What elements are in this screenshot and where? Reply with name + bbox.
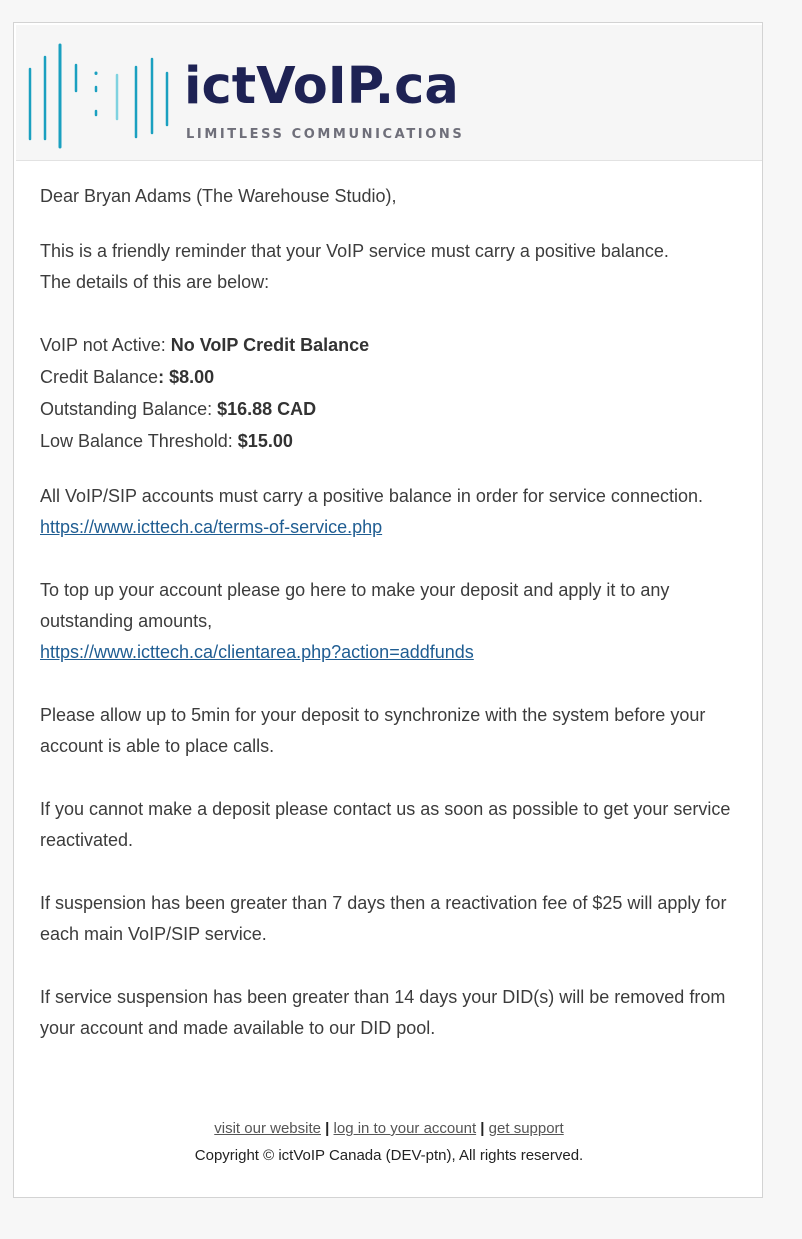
brand-tagline: LIMITLESS COMMUNICATIONS — [186, 127, 465, 142]
topup-notice: To top up your account please go here to make your deposit and apply it to any outstanding amounts, — [40, 580, 670, 631]
outstanding-balance-row — [40, 394, 740, 425]
email-footer — [14, 1115, 764, 1169]
login-link[interactable]: log in to your account — [333, 1120, 477, 1137]
voip-status-label: VoIP not Active: — [40, 335, 171, 355]
contact-notice: If you cannot make a deposit please contact us as soon as possible to get your service reactivated. — [40, 799, 731, 850]
brand-name: ictVoIP.ca — [184, 57, 459, 116]
did-removal-notice: If service suspension has been greater than 14 days your DID(s) will be removed from your account and made available to our DID pool. — [40, 987, 726, 1038]
balance-details — [40, 330, 740, 457]
threshold-label: Low Balance Threshold: — [40, 431, 238, 451]
reactivation-notice: If suspension has been greater than 7 days then a reactivation fee of $25 will apply for each main VoIP/SIP service. — [40, 893, 727, 944]
terms-of-service-link[interactable]: https://www.icttech.ca/terms-of-service.php — [40, 517, 383, 537]
footer-separator: | — [325, 1120, 330, 1137]
copyright-text: Copyright © ictVoIP Canada (DEV-ptn), All rights reserved. — [194, 1147, 584, 1164]
accounts-notice: All VoIP/SIP accounts must carry a positive balance in order for service connection. — [40, 486, 703, 506]
threshold-row — [40, 426, 740, 457]
footer-links — [14, 1115, 764, 1142]
sound-wave-icon — [26, 39, 176, 149]
intro-line-1: This is a friendly reminder that your VoIP service must carry a positive balance. — [40, 241, 669, 261]
email-body — [40, 181, 740, 1044]
outstanding-balance-label: Outstanding Balance: — [40, 399, 218, 419]
greeting: Dear Bryan Adams (The Warehouse Studio), — [40, 186, 397, 206]
voip-status-row — [40, 330, 740, 361]
voip-status-value: No VoIP Credit Balance — [170, 335, 370, 355]
email-header — [16, 25, 762, 161]
threshold-value: $15.00 — [237, 431, 293, 451]
brand-logo — [26, 39, 466, 149]
add-funds-link[interactable]: https://www.icttech.ca/clientarea.php?action=addfunds — [40, 642, 474, 662]
email-card — [13, 22, 763, 1198]
footer-separator: | — [480, 1120, 485, 1137]
get-support-link[interactable]: get support — [488, 1120, 564, 1137]
outstanding-balance-value: $16.88 CAD — [217, 399, 317, 419]
visit-website-link[interactable]: visit our website — [214, 1120, 321, 1137]
terms-paragraph — [40, 512, 740, 543]
addfunds-paragraph — [40, 637, 740, 668]
credit-balance-label: Credit Balance — [40, 367, 159, 387]
sync-notice: Please allow up to 5min for your deposit to synchronize with the system before your account is able to place calls. — [40, 705, 706, 756]
intro-line-2: The details of this are below: — [40, 272, 270, 292]
credit-balance-value: : $8.00 — [158, 367, 215, 387]
credit-balance-row — [40, 362, 740, 393]
